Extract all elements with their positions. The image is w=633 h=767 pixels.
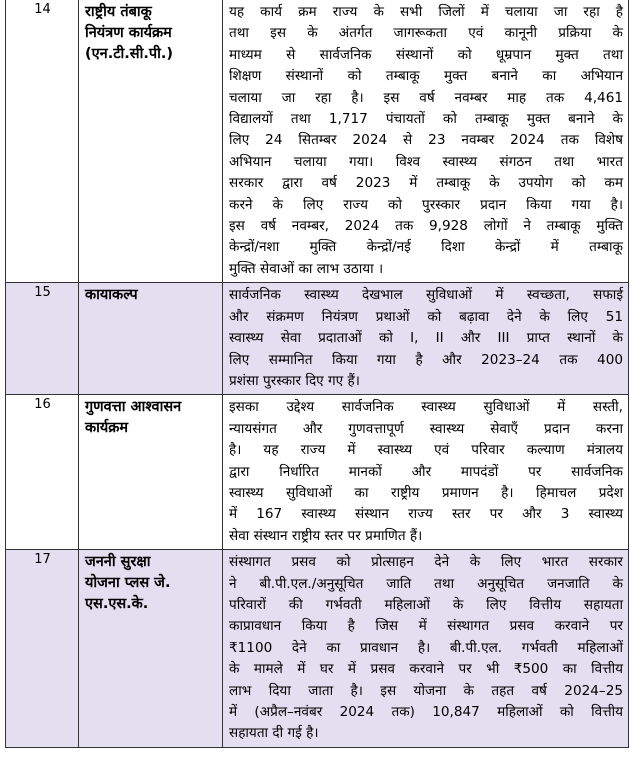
scheme-description-line: तथा इस के अंतर्गत जागरूकता एवं कानूनी प्रक्रिया के — [229, 25, 623, 42]
scheme-description-line: इसका उद्देश्य सार्वजनिक स्वास्थ्य सुविधाओं में सस्ती, — [229, 399, 623, 416]
scheme-description-line: में 167 स्वास्थ्य संस्थान राज्य स्तर पर और 3 स्वास्थ्य — [229, 506, 623, 523]
scheme-name-line: योजना प्लस जे. — [85, 575, 171, 592]
scheme-description-line: है। यह राज्य में स्वास्थ्य एवं परिवार कल्याण मंत्रालय — [229, 442, 623, 459]
scheme-description-line: काप्रावधान किया है जिस में संस्थागत प्रसव करवाने पर — [229, 618, 623, 635]
scheme-description-line: और संक्रमण नियंत्रण प्रथाओं को बढ़ावा देने के लिए 51 — [229, 308, 623, 325]
scheme-name — [79, 395, 223, 550]
scheme-name-line: कार्यक्रम — [85, 420, 129, 437]
scheme-name-line: कायाकल्प — [85, 287, 138, 304]
scheme-description-line: स्वास्थ्य सुविधाओं का राष्ट्रीय प्रमाणन है। हिमाचल प्रदेश — [229, 484, 623, 501]
schemes-table-body — [6, 0, 629, 747]
scheme-description-line: लाभ दिया जाता है। इस योजना के तहत वर्ष 2024–25 — [229, 682, 623, 699]
scheme-name-line: नियंत्रण कार्यक्रम — [85, 25, 172, 41]
scheme-name-line: (एन.टी.सी.पी.) — [85, 46, 173, 62]
scheme-description-line: में (अप्रैल–नवंबर 2024 तक) 10,847 महिलाओं को वित्तीय — [229, 704, 623, 720]
scheme-description-line: माध्यम से सार्वजनिक संस्थानों को धूम्रपान मुक्त तथा — [229, 46, 623, 63]
scheme-description-line: यह कार्य क्रम राज्य के सभी जिलों में चलाया जा रहा है — [229, 4, 623, 20]
scheme-description-line: लिए सम्मानित किया गया है और 2023–24 तक 400 — [229, 351, 623, 368]
scheme-description-line: सेवा संस्थान राष्ट्रीय स्तर पर प्रमाणित हैं। — [229, 527, 423, 544]
scheme-description-line: केन्द्रों/नशा मुक्ति केन्द्रों/नई दिशा केन्द्रों में तम्बाकू — [229, 239, 623, 256]
scheme-description-line: स्वास्थ्य सेवा प्रदाताओं को I, II और III प्राप्त स्थानों के — [229, 330, 623, 347]
scheme-description-line: लिए 24 सितम्बर 2024 से 23 नवम्बर 2024 तक विशेष — [229, 132, 623, 149]
scheme-name — [79, 550, 223, 748]
scheme-description-line: के मामले में घर में प्रसव करवाने पर भी ₹500 का वित्तीय — [229, 661, 623, 678]
scheme-description-line: मुक्ति सेवाओं का लाभ उठाया । — [229, 260, 384, 277]
scheme-description — [223, 550, 629, 748]
scheme-description-line: चलाया जा रहा है। इस वर्ष नवम्बर माह तक 4,461 — [229, 89, 623, 106]
scheme-description-line: करने के लिए राज्य को पुरस्कार प्रदान किया गया है। — [229, 196, 623, 213]
scheme-description-line: सार्वजनिक स्वास्थ्य देखभाल सुविधाओं में स्वच्छता, सफाई — [229, 287, 623, 304]
scheme-description-line: ने बी.पी.एल./अनुसूचित जाति तथा अनुसूचित जनजाति के — [229, 575, 623, 592]
scheme-description-line: विद्यालयों तथा 1,717 पंचायतों को तम्बाकू मुक्त बनाने के — [229, 111, 623, 128]
scheme-description — [223, 395, 629, 550]
table-row — [6, 0, 629, 283]
scheme-description — [223, 0, 629, 283]
scheme-description-line: इस वर्ष नवम्बर, 2024 तक 9,928 लोगों ने तम्बाकू मुक्ति — [229, 218, 623, 235]
row-number: 14 — [6, 0, 79, 283]
scheme-name — [79, 0, 223, 283]
scheme-description — [223, 283, 629, 395]
scheme-description-line: ₹1100 देने का प्रावधान है। बी.पी.एल. गर्भवती महिलाओं — [229, 639, 623, 656]
table-row — [6, 283, 629, 395]
table-row — [6, 550, 629, 748]
table-row — [6, 395, 629, 550]
scheme-name — [79, 283, 223, 395]
scheme-description-line: परिवारों की गर्भवती महिलाओं के लिए वित्तीय सहायता — [229, 596, 623, 613]
schemes-table — [5, 0, 629, 748]
scheme-description-line: न्यायसंगत और गुणवत्तापूर्ण स्वास्थ्य सेवाएँ प्रदान करना — [229, 420, 623, 437]
scheme-description-line: संस्थागत प्रसव को प्रोत्साहन देने के लिए भारत सरकार — [229, 554, 623, 571]
row-number: 15 — [6, 283, 79, 395]
scheme-description-line: शिक्षण संस्थानों को तम्बाकू मुक्त बनाने का अभियान — [229, 68, 623, 85]
scheme-name-line: जननी सुरक्षा — [85, 554, 151, 571]
row-number: 17 — [6, 550, 79, 748]
scheme-description-line: सहायता दी गई है। — [229, 725, 319, 742]
scheme-name-line: गुणवत्ता आश्वासन — [85, 399, 182, 416]
scheme-description-line: सरकार द्वारा वर्ष 2023 में तम्बाकू के उपयोग को कम — [229, 175, 623, 192]
scheme-name-line: राष्ट्रीय तंबाकू — [85, 4, 152, 20]
row-number: 16 — [6, 395, 79, 550]
scheme-description-line: द्वारा निर्धारित मानकों और मापदंडों पर सार्वजनिक — [229, 463, 623, 480]
scheme-name-line: एस.एस.के. — [85, 596, 149, 613]
scheme-description-line: अभियान चलाया गया। विश्व स्वास्थ्य संगठन तथा भारत — [229, 153, 623, 170]
scheme-description-line: प्रशंसा पुरस्कार दिए गए हैं। — [229, 372, 360, 389]
